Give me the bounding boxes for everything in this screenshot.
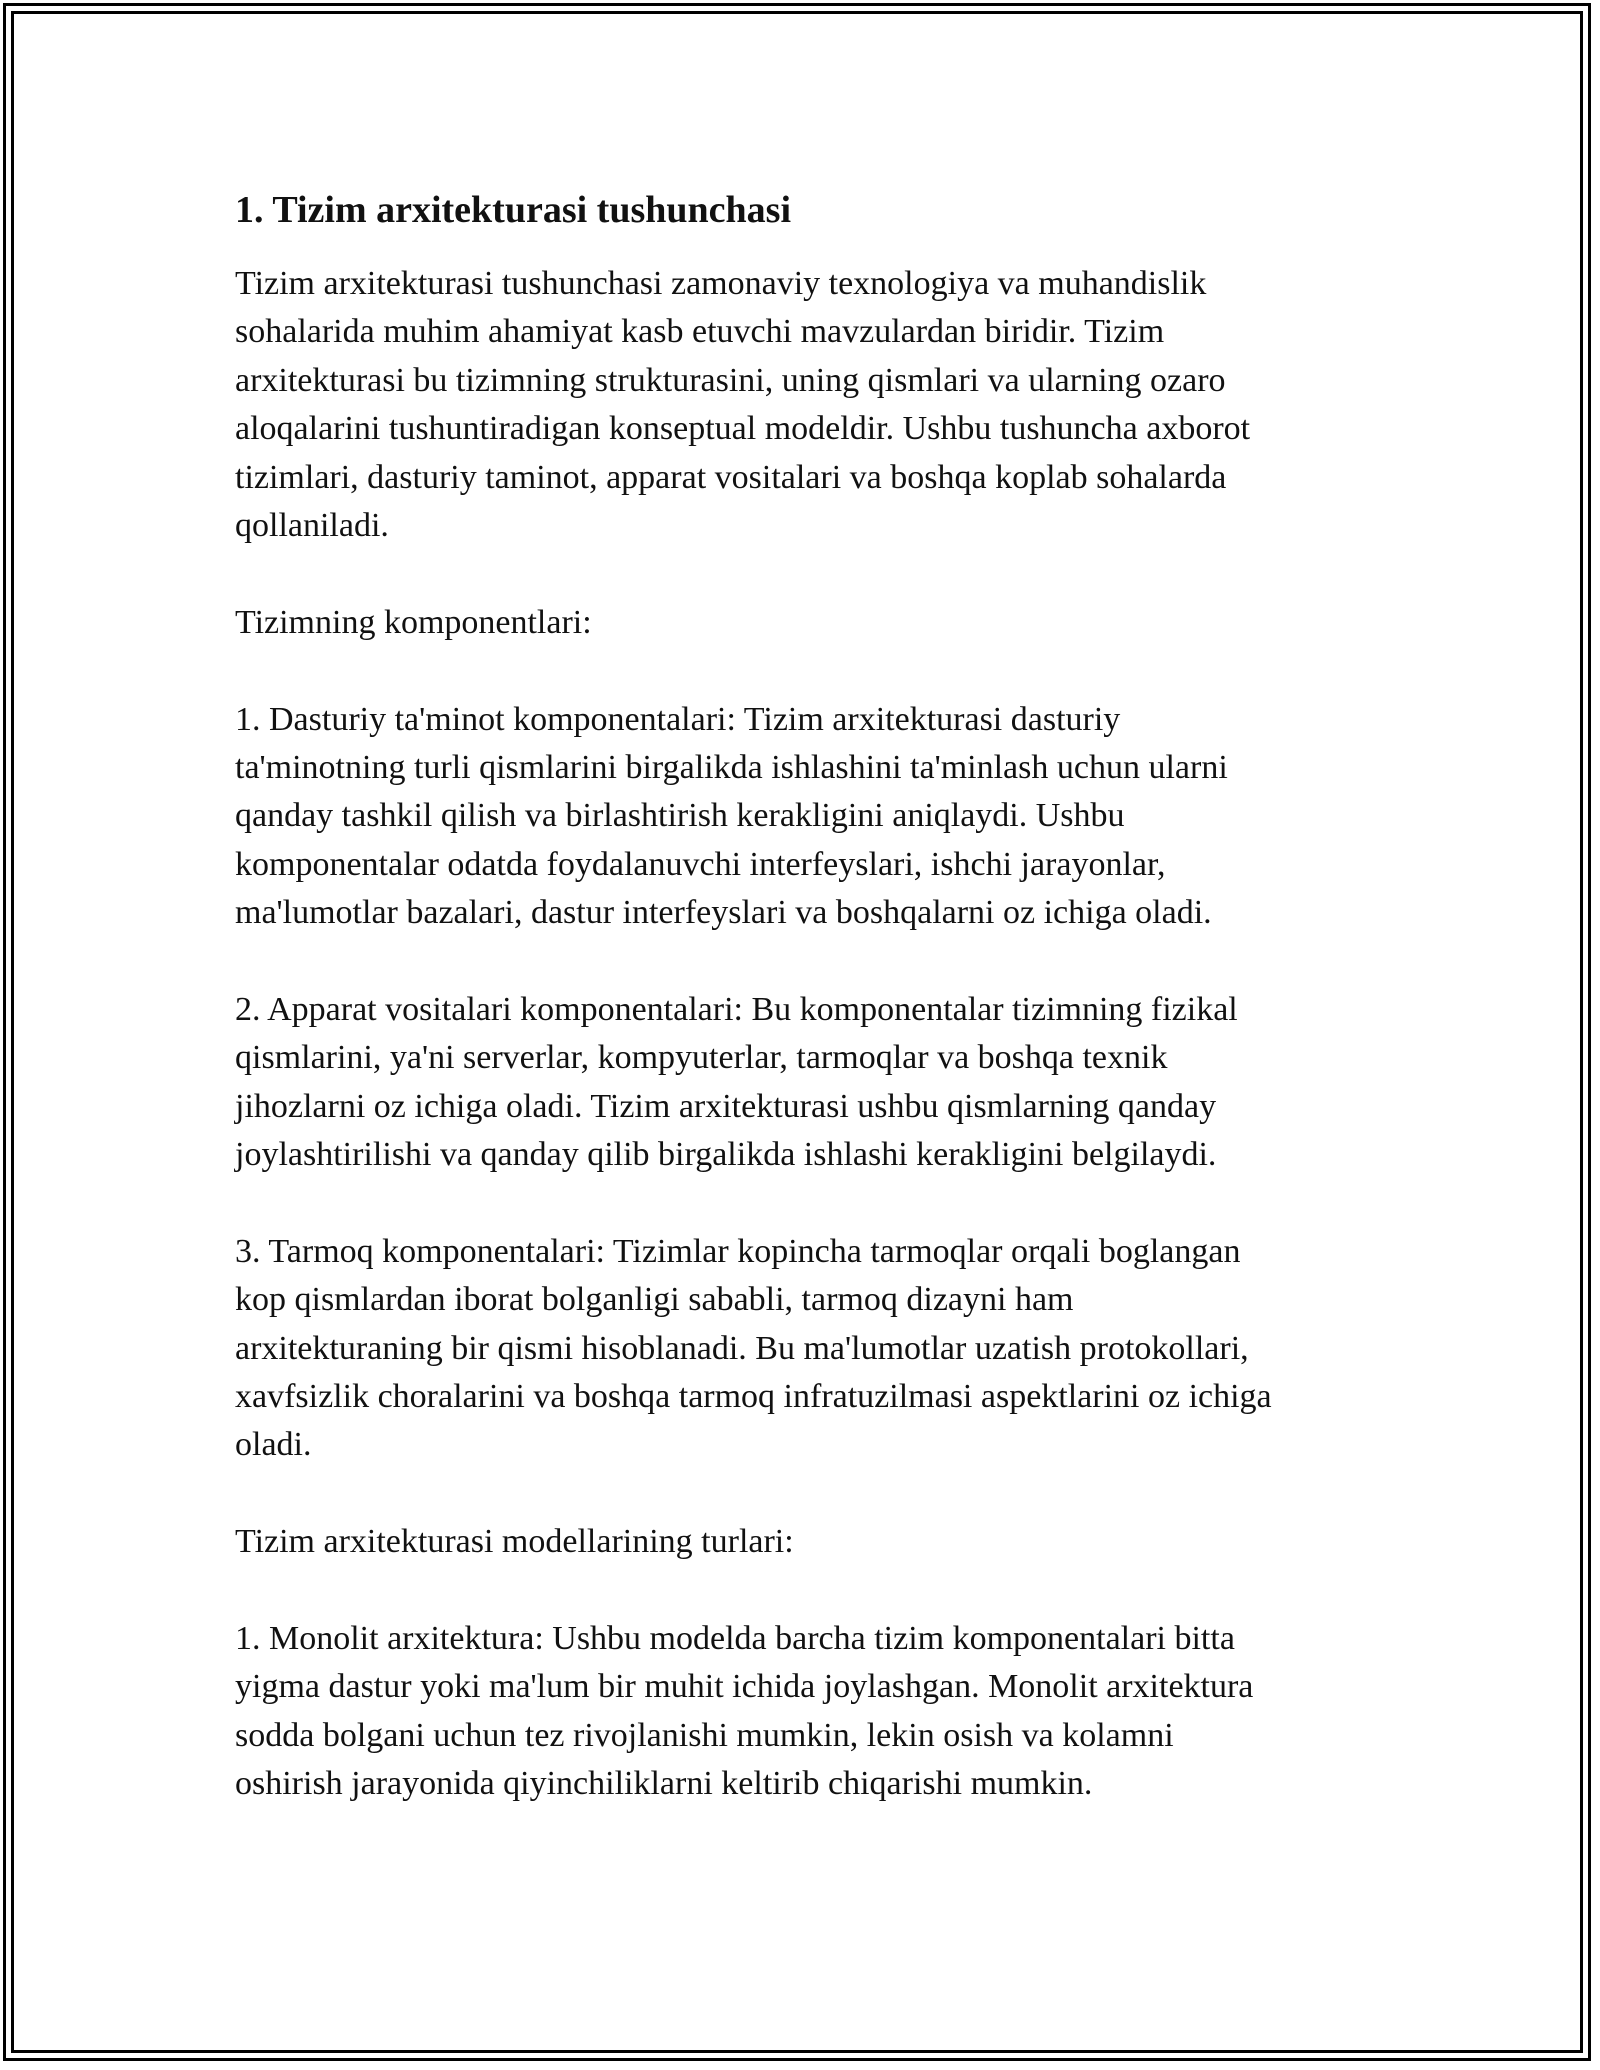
text-line: joylashtirilishi va qanday qilib birgalikda ishlashi kerakligini belgilaydi. [235,1136,1217,1174]
paragraph-component-2 [235,986,1375,1180]
section-heading: 1. Tizim arxitekturasi tushunchasi [235,189,792,231]
text-line: oladi. [235,1426,312,1464]
text-line: sodda bolgani uchun tez rivojlanishi mumkin, lekin osish va kolamni [235,1716,1174,1754]
text-line: arxitekturaning bir qismi hisoblanadi. Bu ma'lumotlar uzatish protokollari, [235,1329,1249,1367]
text-line: 1. Dasturiy ta'minot komponentalari: Tizim arxitekturasi dasturiy [235,700,1121,738]
paragraph-gap [235,1470,1375,1518]
text-line: tizimlari, dasturiy taminot, apparat vositalari va boshqa koplab sohalarda [235,458,1227,496]
text-line: Tizimning komponentlari: [235,603,592,641]
text-line: xavfsizlik choralarini va boshqa tarmoq infratuzilmasi aspektlarini oz ichiga [235,1377,1272,1415]
text-line: qollaniladi. [235,506,389,544]
paragraph-list [235,260,1375,1809]
text-line: Tizim arxitekturasi modellarining turlari: [235,1523,794,1561]
text-line: 3. Tarmoq komponentalari: Tizimlar kopincha tarmoqlar orqali boglangan [235,1232,1241,1270]
text-line: komponentalar odatda foydalanuvchi interfeyslari, ishchi jarayonlar, [235,845,1166,883]
paragraph-gap [235,1179,1375,1227]
paragraph-component-1 [235,696,1375,938]
text-line: oshirish jarayonida qiyinchiliklarni keltirib chiqarishi mumkin. [235,1765,1093,1803]
text-line: qanday tashkil qilish va birlashtirish kerakligini aniqlaydi. Ushbu [235,797,1125,835]
text-line: 2. Apparat vositalari komponentalari: Bu komponentalar tizimning fizikal [235,990,1238,1028]
text-line: ma'lumotlar bazalari, dastur interfeyslari va boshqalarni oz ichiga oladi. [235,894,1212,932]
text-line: arxitekturasi bu tizimning strukturasini, uning qismlari va ularning ozaro [235,361,1226,399]
document-body [235,186,1375,1809]
paragraph-models-heading [235,1518,1375,1566]
text-line: yigma dastur yoki ma'lum bir muhit ichida joylashgan. Monolit arxitektura [235,1668,1254,1706]
paragraph-gap [235,1567,1375,1615]
text-line: 1. Monolit arxitektura: Ushbu modelda barcha tizim komponentalari bitta [235,1619,1235,1657]
text-line: kop qismlardan iborat bolganligi sababli, tarmoq dizayni ham [235,1281,1074,1319]
paragraph-intro [235,260,1375,550]
paragraph-gap [235,937,1375,985]
text-line: jihozlarni oz ichiga oladi. Tizim arxitekturasi ushbu qismlarning qanday [235,1087,1217,1125]
text-line: aloqalarini tushuntiradigan konseptual modeldir. Ushbu tushuncha axborot [235,410,1251,448]
paragraph-gap [235,550,1375,598]
text-line: sohalarida muhim ahamiyat kasb etuvchi mavzulardan biridir. Tizim [235,313,1165,351]
paragraph-component-3 [235,1228,1375,1470]
text-line: ta'minotning turli qismlarini birgalikda ishlashini ta'minlash uchun ularni [235,748,1228,786]
paragraph-model-1 [235,1615,1375,1809]
text-line: qismlarini, ya'ni serverlar, kompyuterlar, tarmoqlar va boshqa texnik [235,1039,1168,1077]
text-line: Tizim arxitekturasi tushunchasi zamonaviy texnologiya va muhandislik [235,265,1207,302]
paragraph-components-heading [235,599,1375,647]
paragraph-gap [235,647,1375,695]
